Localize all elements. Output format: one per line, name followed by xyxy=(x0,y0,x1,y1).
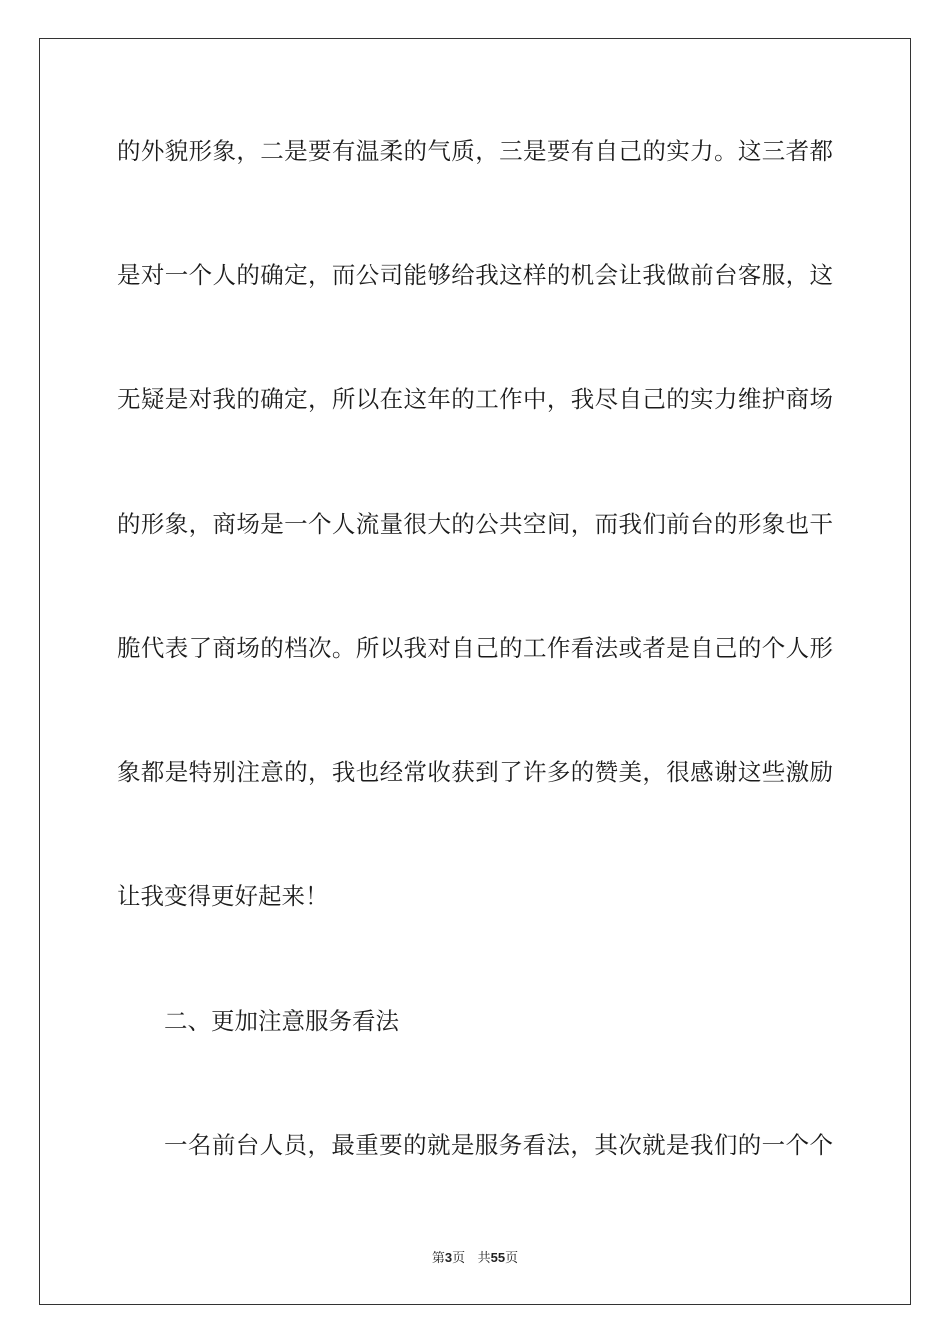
body-line-3: 无疑是对我的确定，所以在这年的工作中，我尽自己的实力维护商场 xyxy=(117,385,833,413)
body-line-7: 让我变得更好起来！ xyxy=(117,882,329,910)
paragraph-2-line-1: 一名前台人员，最重要的就是服务看法，其次就是我们的一个个 xyxy=(164,1131,833,1159)
section-heading: 二、更加注意服务看法 xyxy=(164,1007,399,1035)
total-pages: 55 xyxy=(490,1250,506,1265)
page-border xyxy=(39,38,911,1305)
total-prefix: 共 xyxy=(477,1251,491,1266)
total-suffix: 页 xyxy=(505,1251,519,1266)
body-line-5: 脆代表了商场的档次。所以我对自己的工作看法或者是自己的个人形 xyxy=(117,634,833,662)
body-line-2: 是对一个人的确定，而公司能够给我这样的机会让我做前台客服，这 xyxy=(117,261,833,289)
page-footer xyxy=(0,1247,950,1266)
body-line-6: 象都是特别注意的，我也经常收获到了许多的赞美，很感谢这些激励 xyxy=(117,758,833,786)
body-line-1: 的外貌形象，二是要有温柔的气质，三是要有自己的实力。这三者都 xyxy=(117,137,833,165)
page-prefix: 第 xyxy=(431,1251,445,1266)
body-line-4: 的形象，商场是一个人流量很大的公共空间，而我们前台的形象也干 xyxy=(117,510,833,538)
page-number: 3 xyxy=(444,1250,453,1265)
page-suffix: 页 xyxy=(452,1251,466,1266)
